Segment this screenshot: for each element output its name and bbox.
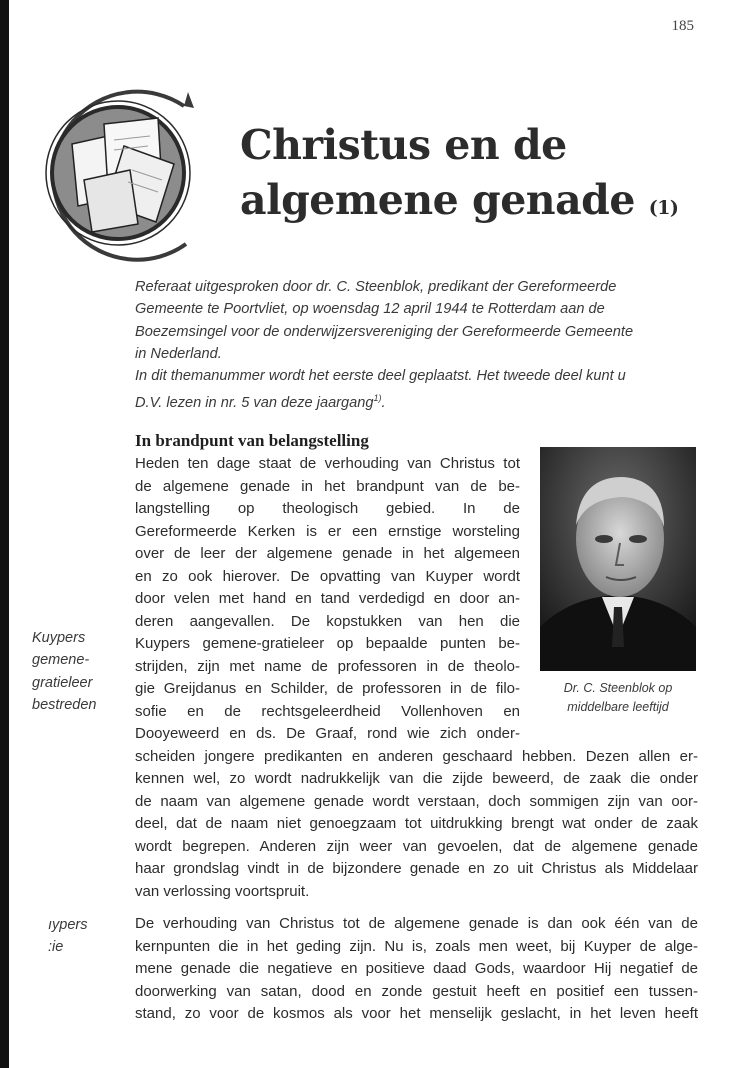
text-line: kernpunten die in het geding zijn. Nu is, zoals men weet, bij Kuyper de alge- bbox=[135, 937, 698, 955]
text-line: de algemene genade in het brandpunt van de be- bbox=[135, 477, 520, 495]
text-line: deel, dat de naam niet genoegzaam tot uitdrukking brengt wat onder de zaak bbox=[135, 815, 698, 832]
text-line: deren aangevallen. De kopstukken van hen die bbox=[135, 612, 520, 630]
text-line: Heden ten dage staat de verhouding van Christus tot bbox=[135, 455, 520, 472]
caption-line: middelbare leeftijd bbox=[567, 700, 669, 714]
caption-line: Dr. C. Steenblok op bbox=[563, 681, 673, 695]
text-line: stand, zo voor de kosmos als voor het menselijk geslacht, in het leven heeft bbox=[135, 1005, 698, 1022]
intro-line: in Nederland. bbox=[135, 345, 222, 362]
intro-paragraph-1 bbox=[135, 276, 698, 365]
photo-caption bbox=[540, 679, 696, 717]
text-line: mene genade die negatieve en positieve daad Gods, waardoor Hij negatief de bbox=[135, 960, 698, 977]
intro-line: Referaat uitgesproken door dr. C. Steenblok, predikant der Gereformeerde bbox=[135, 279, 617, 295]
text-line: strijden, zijn met name de professoren in de theolo- bbox=[135, 657, 520, 675]
intro-block bbox=[135, 276, 698, 415]
text-line: de naam van algemene genade wordt verstaan, doch sommigen zijn van oor- bbox=[135, 792, 698, 810]
margin-note bbox=[32, 627, 97, 716]
text-line: door velen met hand en tand verdedigd en door an- bbox=[135, 590, 520, 607]
footnote-marker: 1) bbox=[373, 393, 382, 404]
margin-note-line: ıypers bbox=[48, 917, 88, 933]
text-line: wordt begrepen. Anderen zijn weer van gevoelen, dat de algemene genade bbox=[135, 837, 698, 855]
section-heading: In brandpunt van belangstelling bbox=[135, 431, 369, 450]
text-line: doorwerking van satan, dood en zonde gestuit heeft en positief een tussen- bbox=[135, 982, 698, 1000]
intro-line: In dit themanummer wordt het eerste deel geplaatst. Het tweede deel kunt u bbox=[135, 368, 626, 385]
text-line: en zo ook hierover. De opvatting van Kuyper wordt bbox=[135, 567, 520, 585]
text-line: scheiden jongere predikanten en anderen geschaard hebben. Dezen allen er- bbox=[135, 747, 698, 765]
text-line: Gereformeerde Kerken is er een ernstige worsteling bbox=[135, 522, 520, 540]
body-paragraph-2 bbox=[135, 913, 698, 1026]
text-line: sofie en de rechtsgeleerdheid Vollenhoven en bbox=[135, 702, 520, 720]
margin-note-line: Kuypers bbox=[32, 630, 86, 646]
text-line: kennen wel, zo wordt nadrukkelijk van die zijde beweerd, de zaak die onder bbox=[135, 770, 698, 787]
intro-line: Gemeente te Poortvliet, op woensdag 12 april 1944 te Rotterdam aan de bbox=[135, 301, 605, 318]
margin-note-line: gratieleer bbox=[32, 674, 93, 691]
series-logo-papers-icon bbox=[34, 84, 204, 262]
text-line: gie Greijdanus en Schilder, de professoren in de filo- bbox=[135, 680, 520, 697]
article-title bbox=[240, 118, 678, 236]
margin-note-line: gemene- bbox=[32, 652, 90, 669]
text-line: van verlossing voortspruit. bbox=[135, 882, 310, 900]
text-line: langstelling op theologisch gebied. In de bbox=[135, 500, 520, 517]
text-line: Kuypers gemene-gratieleer op bepaalde punten be- bbox=[135, 635, 520, 652]
binding-edge bbox=[0, 0, 9, 1068]
portrait-photo bbox=[540, 447, 696, 671]
text-line: De verhouding van Christus tot de algemene genade is dan ook één van de bbox=[135, 915, 698, 932]
title-line-2: algemene genade bbox=[240, 176, 635, 224]
intro-paragraph-2: In dit themanummer wordt het eerste deel geplaatst. Het tweede deel kunt u D.V. lezen in nr. 5 van deze jaargang$^{1)}$. bbox=[135, 368, 626, 412]
intro-line: Boezemsingel voor de onderwijzersvereniging der Gereformeerde Gemeente bbox=[135, 323, 634, 340]
portrait-image bbox=[540, 447, 696, 671]
text-line: haar grondslag vindt in de bijzondere genade en zo uit Christus als Middelaar bbox=[135, 860, 698, 877]
margin-note-cut bbox=[48, 914, 88, 959]
title-part-number: (1) bbox=[648, 197, 679, 219]
text-line: Dooyeweerd en ds. De Graaf, rond wie zich onder- bbox=[135, 725, 520, 742]
text-line: over de leer der algemene genade in het algemeen bbox=[135, 545, 520, 562]
page-number: 185 bbox=[671, 18, 694, 34]
margin-note-line: :ie bbox=[48, 939, 64, 956]
title-line-1: Christus en de bbox=[240, 121, 567, 169]
margin-note-line: bestreden bbox=[32, 696, 97, 713]
intro-line: D.V. lezen in nr. 5 van deze jaargang bbox=[135, 395, 374, 412]
